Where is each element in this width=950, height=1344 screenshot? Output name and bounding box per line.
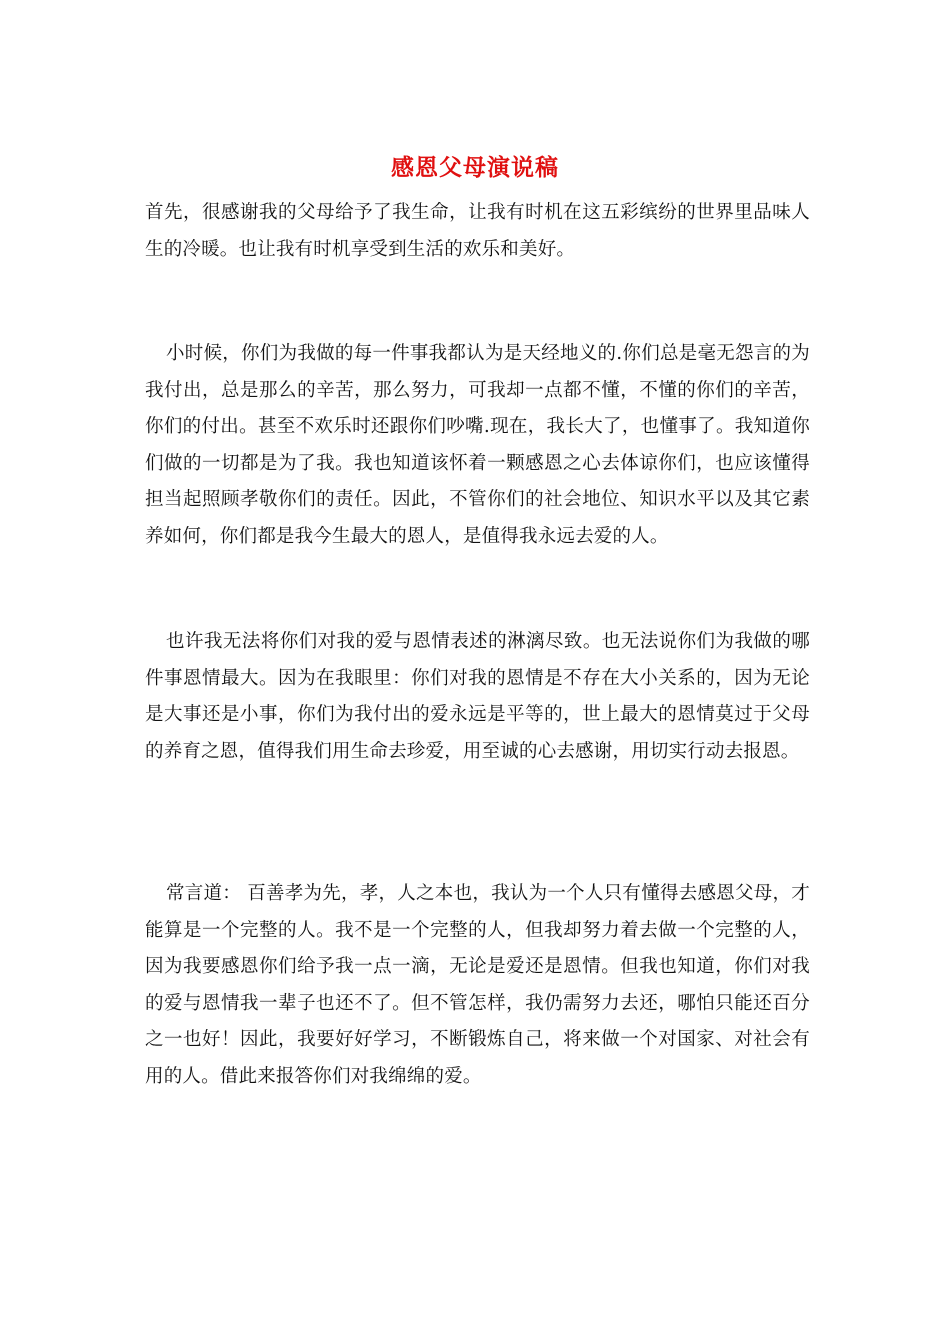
paragraph-filial-piety: 常言道： 百善孝为先，孝，人之本也，我认为一个人只有懂得去感恩父母，才能算是一个完整的人。我不是一个完整的人，但我却努力着去做一个完整的人，因为我要感恩你们给予我一点一滴，无论是爱还是恩情。但我也知道，你们对我的爱与恩情我一辈子也还不了。但不管怎样，我仍需努力去还，哪怕只能还百分之一也好！因此，我要好好学习，不断锻炼自己，将来做一个对国家、对社会有用的人。借此来报答你们对我绵绵的爱。 [145, 883, 810, 1087]
paragraph-intro: 首先，很感谢我的父母给予了我生命，让我有时机在这五彩缤纷的世界里品味人生的冷暖。也让我有时机享受到生活的欢乐和美好。 [145, 202, 810, 260]
paragraph-childhood: 小时候，你们为我做的每一件事我都认为是天经地义的.你们总是毫无怨言的为我付出，总是那么的辛苦，那么努力，可我却一点都不懂，不懂的你们的辛苦，你们的付出。甚至不欢乐时还跟你们吵嘴.现在，我长大了，也懂事了。我知道你们做的一切都是为了我。我也知道该怀着一颗感恩之心去体谅你们，也应该懂得担当起照顾孝敬你们的责任。因此，不管你们的社会地位、知识水平以及其它素养如何，你们都是我今生最大的恩人，是值得我永远去爱的人。 [145, 343, 810, 547]
paragraph-gratitude: 也许我无法将你们对我的爱与恩情表述的淋漓尽致。也无法说你们为我做的哪件事恩情最大。因为在我眼里：你们对我的恩情是不存在大小关系的，因为无论是大事还是小事，你们为我付出的爱永远是平等的，世上最大的恩情莫过于父母的养育之恩，值得我们用生命去珍爱，用至诚的心去感谢，用切实行动去报恩。 [145, 631, 810, 762]
document-title: 感恩父母演说稿 [391, 154, 559, 181]
